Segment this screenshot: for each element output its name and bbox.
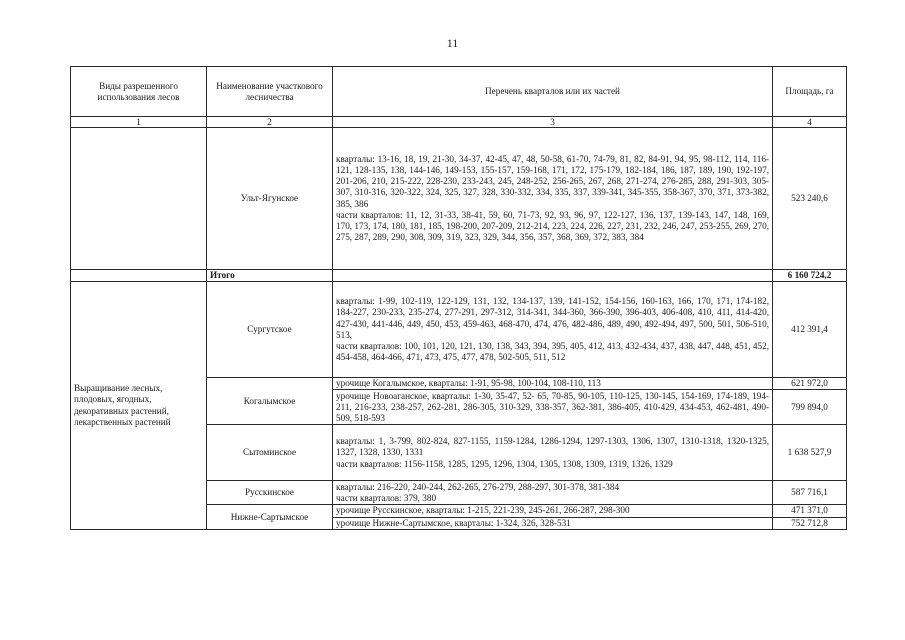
blocks-cell — [333, 378, 773, 390]
total-row — [71, 270, 847, 282]
col-header-blocks-list: Перечень кварталов или их частей — [333, 67, 773, 117]
use-type-cell — [71, 270, 207, 282]
blocks-list: урочище Когалымское, кварталы: 1-91, 95-98, 100-104, 108-110, 113 — [336, 378, 601, 389]
blocks-cell — [333, 481, 773, 505]
area-value: 621 972,0 — [773, 378, 847, 390]
area-value: 587 716,1 — [773, 481, 847, 505]
blocks-cell — [333, 282, 773, 378]
area-value: 1 638 527,9 — [773, 425, 847, 481]
forestry-name: Сургутское — [207, 282, 333, 378]
blocks-list: кварталы: 13-16, 18, 19, 21-30, 34-37, 42-45, 47, 48, 50-58, 61-70, 74-79, 81, 82, 84-91, 94, 95, 98-112, 114, 116-121, 128-135, 138, 144-146, 149-153, 155-157, 159-168, 171, 172, 175-179, 182-184, 186, 187, 189, 190, 192-197, 201-206, 210, 215-222, 228-230, 233-243, 245, 248-252, 256-265, 267, 268, 271-274, 276-285, 288, 291-303, 305- 307, 310-316, 320-322, 324, 325, 327, 328, 330-332, 334, 335, 337, 339-341, 345-355, 358-367, 370, 371, 373-382, 385, 386 — [336, 153, 769, 209]
block-parts-list: части кварталов: 11, 12, 31-33, 38-41, 59, 60, 71-73, 92, 93, 96, 97, 122-127, 136, 137, 139-143, 147, 148, 169, 170, 173, 174, 180, 181, 185, 198-200, 207-209, 212-214, 223, 224, 226, 227, 231, 232, 246, 247, 253-255, 269, 270, 275, 287, 289, 290, 308, 309, 319, 323, 329, 344, 356, 357, 368, 369, 372, 383, 384 — [336, 209, 769, 243]
table-row — [71, 128, 847, 270]
blocks-list: кварталы: 1-99, 102-119, 122-129, 131, 132, 134-137, 139, 141-152, 154-156, 160-163, 166, 170, 171, 174-182, 184-227, 230-233, 235-274, 277-291, 297-312, 314-341, 344-360, 366-390, 396-403, 406-408, 410, 411, 414-420, 427-430, 441-446, 449, 450, 453, 459-463, 468-470, 474, 476, 482-486, 489, 490, 492-494, 497, 500, 501, 506-510, 513, — [336, 296, 769, 340]
column-number: 2 — [207, 117, 333, 128]
total-label: Итого — [207, 270, 333, 282]
forest-blocks-table — [70, 66, 847, 530]
table-row — [71, 282, 847, 378]
area-value: 752 712,8 — [773, 517, 847, 529]
block-parts-list: части кварталов: 1156-1158, 1285, 1295, 1296, 1304, 1305, 1308, 1309, 1319, 1326, 1329 — [336, 458, 673, 469]
column-number: 3 — [333, 117, 773, 128]
area-value: 523 240,6 — [773, 128, 847, 270]
page-number: 11 — [446, 36, 459, 50]
blocks-cell — [333, 128, 773, 270]
column-number: 1 — [71, 117, 207, 128]
blocks-cell — [333, 425, 773, 481]
col-header-area: Площадь, га — [773, 67, 847, 117]
column-number: 4 — [773, 117, 847, 128]
blocks-list: кварталы: 216-220, 240-244, 262-265, 276-279, 288-297, 301-378, 381-384 — [336, 481, 620, 492]
use-type-cell — [71, 128, 207, 270]
blocks-list: кварталы: 1, 3-799, 802-824, 827-1155, 1159-1284, 1286-1294, 1297-1303, 1306, 1307, 1310-1318, 1320-1325, 1327, 1328, 1330, 1331 — [336, 436, 769, 458]
block-parts-list: части кварталов: 100, 101, 120, 121, 130, 138, 343, 394, 395, 405, 412, 413, 432-434, 437, 438, 447, 448, 451, 452, 454-458, 464-466, 471, 473, 475, 477, 478, 502-505, 511, 512 — [336, 340, 769, 363]
forestry-name: Когалымское — [207, 378, 333, 425]
area-value: 412 391,4 — [773, 282, 847, 378]
blocks-list: урочище Русскинское, кварталы: 1-215, 221-239, 245-261, 266-287, 298-300 — [336, 505, 630, 516]
col-header-forestry-name: Наименование участкового лесничества — [207, 67, 333, 117]
forestry-name: Нижне-Сартымское — [207, 505, 333, 529]
blocks-cell — [333, 505, 773, 517]
blocks-list: урочище Нижне-Сартымское, кварталы: 1-324, 326, 328-531 — [336, 517, 571, 528]
blocks-cell — [333, 390, 773, 425]
forestry-name: Сытоминское — [207, 425, 333, 481]
column-number-row — [71, 117, 847, 128]
area-value: 471 371,0 — [773, 505, 847, 517]
forestry-name: Ульт-Ягунское — [207, 128, 333, 270]
col-header-use-type: Виды разрешенного использования лесов — [71, 67, 207, 117]
blocks-cell — [333, 270, 773, 282]
blocks-cell — [333, 517, 773, 529]
use-type-name: Выращивание лесных, плодовых, ягодных, декоративных растений, лекарственных растений — [71, 282, 207, 530]
forestry-name: Русскинское — [207, 481, 333, 505]
header-row — [71, 67, 847, 117]
area-value: 799 894,0 — [773, 390, 847, 425]
blocks-list: урочище Новоаганское, кварталы: 1-30, 35-47, 52- 65, 70-85, 90-105, 110-125, 130-145, 154-169, 174-189, 194-211, 216-233, 238-257, 262-281, 286-305, 310-329, 338-357, 362-381, 386-405, 410-429, 434-453, 462-481, 490-509, 518-593 — [336, 390, 769, 423]
block-parts-list: части кварталов: 379, 380 — [336, 492, 437, 503]
total-area-value: 6 160 724,2 — [773, 270, 847, 282]
